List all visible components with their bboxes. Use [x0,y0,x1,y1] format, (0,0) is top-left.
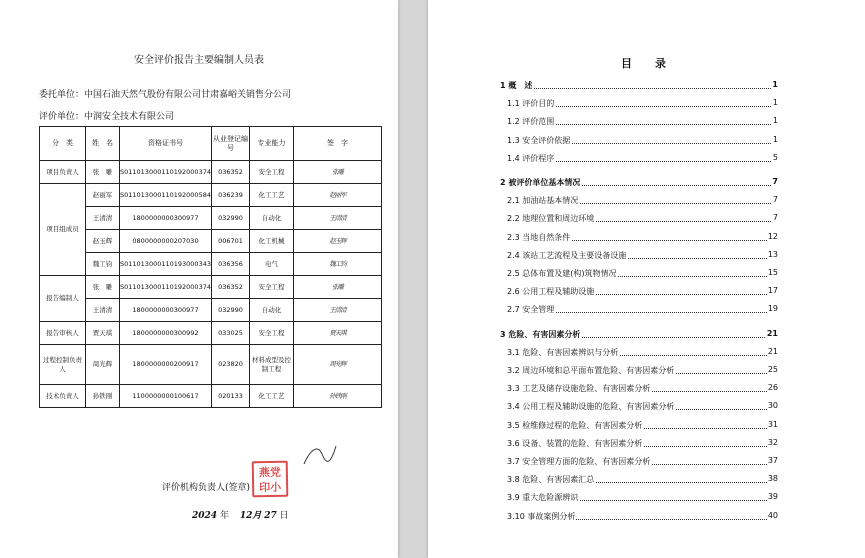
staff-name: 赵丽军 [86,184,120,207]
staff-row [40,322,382,345]
toc-page-number: 5 [772,152,778,162]
toc-number: 2.2 [507,214,520,224]
toc-section[interactable] [428,98,865,112]
toc-title-text: 危险、有害因素汇总 [522,475,595,485]
official-seal [252,461,289,498]
staff-category: 过程控制负责人 [40,345,86,385]
toc-title-text: 评价目的 [522,99,555,109]
toc-label [507,492,579,503]
toc-number: 3.8 [507,475,520,485]
toc-title-text: 地理位置和周边环境 [522,214,595,224]
date-day: 27 [264,511,277,521]
toc-number: 3.4 [507,402,520,412]
toc-section[interactable] [428,195,865,209]
toc-label [507,347,619,358]
toc-number: 3.6 [507,438,520,448]
toc-label [507,286,595,297]
staff-name: 孙铁刚 [86,385,120,408]
staff-row [40,299,382,322]
toc-title-text: 检维修过程的危险、有害因素分析 [522,420,643,430]
toc-number: 3.9 [507,493,520,503]
sign-date [192,508,289,521]
toc-page-number: 26 [767,383,778,393]
toc-number: 1.1 [507,99,520,109]
toc-section[interactable] [428,365,865,379]
staff-category: 技术负责人 [40,385,86,408]
staff-name: 王清清 [86,207,120,230]
staff-cert: S011013000110192000584 [120,184,212,207]
toc-title-text: 公用工程及辅助设施的危险、有害因素分析 [522,402,675,412]
staff-category: 报告审核人 [40,322,86,345]
toc-number: 3.2 [507,366,520,375]
staff-table-title: 安全评价报告主要编制人员表 [134,55,264,66]
toc-title-text: 该站工艺流程及主要设备设施 [522,250,627,260]
toc-label [507,135,571,146]
staff-name: 张 雕 [86,276,120,299]
toc-section[interactable] [428,511,865,525]
staff-cert: S011013000110192000374 [120,161,212,184]
evaluator-unit: 评价单位：中润安全技术有限公司 [39,112,175,122]
toc-number: 3.3 [507,384,520,394]
toc-label [507,304,555,315]
header-cert: 资格证书号 [120,127,212,161]
client-unit: 委托单位：中国石油天然气股份有限公司甘肃嘉峪关销售分公司 [39,90,292,100]
toc-label [507,250,627,261]
toc-section[interactable] [428,250,865,264]
staff-cert: 1800000000200917 [120,345,212,385]
toc-section[interactable] [428,438,865,452]
toc-label [507,365,675,376]
toc-number: 2.3 [507,232,520,242]
toc-section[interactable] [428,213,865,227]
staff-signature: 孙铁刚 [294,385,382,408]
date-year-label: 年 [219,511,229,521]
staff-skill: 材料成型及控制工程 [250,345,294,385]
toc-number: 2.6 [507,287,520,297]
toc-title-text: 公用工程及辅助设施 [522,287,595,297]
staff-cert: 1800000000300977 [120,207,212,230]
toc-title-text: 安全管理 [522,305,555,315]
toc-number: 2.5 [507,269,520,278]
staff-signature: 贾天琪 [294,322,382,345]
toc-section[interactable] [428,153,865,167]
toc-chapter[interactable] [428,80,865,94]
staff-row [40,345,382,385]
header-signature: 签 字 [294,127,382,161]
staff-skill: 安全工程 [250,322,294,345]
toc-page-number: 1 [772,116,778,126]
staff-reg: 032990 [212,207,250,230]
toc-number: 3.10 [507,511,525,521]
toc-section[interactable] [428,268,865,282]
toc-label [507,268,618,279]
header-name: 姓 名 [86,127,120,161]
toc-page-number: 13 [767,249,778,259]
staff-category: 项目组成员 [40,184,86,276]
toc-number: 3.7 [507,457,520,466]
toc-section[interactable] [428,383,865,397]
toc-number: 2.7 [507,305,520,315]
staff-name: 魏工钧 [86,253,120,276]
right-document-page [428,0,865,558]
toc-page-number: 21 [766,328,778,338]
staff-cert: 0800000000207030 [120,230,212,253]
toc-title-text: 工艺及储存设施危险、有害因素分析 [522,384,651,394]
signoff-label: 评价机构负责人(签章) [162,483,251,493]
toc-number: 2.4 [507,250,520,260]
staff-cert: 1800000000300977 [120,299,212,322]
staff-row [40,276,382,299]
staff-skill: 安全工程 [250,161,294,184]
toc-page-number: 37 [767,456,778,465]
toc-page-number: 1 [772,134,778,144]
staff-reg: 023820 [212,345,250,385]
left-document-page [0,0,398,558]
staff-row [40,385,382,408]
toc-page-number: 7 [772,177,778,186]
staff-category: 报告编制人 [40,276,86,322]
date-month: 12月 [239,511,262,521]
toc-section[interactable] [428,232,865,246]
toc-title-text: 当地自然条件 [522,232,571,242]
toc-section[interactable] [428,135,865,149]
toc-title-text: 被评价单位基本情况 [508,178,581,187]
staff-skill: 电气 [250,253,294,276]
toc-section[interactable] [428,304,865,318]
toc-title: 目 录 [621,57,672,70]
toc-page-number: 38 [767,474,778,484]
toc-page-number: 31 [767,419,778,429]
toc-section[interactable] [428,116,865,130]
date-year: 2024 [192,511,218,521]
toc-number: 3.1 [507,347,520,357]
toc-page-number: 12 [767,231,778,241]
toc-label [507,511,576,522]
toc-label [507,383,651,394]
toc-title-text: 危险、有害因素分析 [508,329,581,339]
toc-label [507,153,555,164]
staff-reg: 033025 [212,322,250,345]
staff-table-body [40,161,382,408]
toc-label [507,456,651,467]
toc-page-number: 32 [767,437,778,447]
toc-label [507,116,555,127]
staff-signature: 魏工钧 [294,253,382,276]
toc-label [500,329,581,340]
toc-label [507,213,595,224]
toc-label [507,195,579,206]
toc-title-text: 总体布置及建(构)筑物情况 [522,269,617,278]
toc-page-number: 19 [767,304,778,314]
toc-number: 1 [500,81,506,90]
toc-number: 3 [500,329,506,339]
toc-page-number: 7 [772,213,778,223]
header-skill: 专业能力 [250,127,294,161]
toc-label [507,232,571,243]
staff-cert: 1800000000300992 [120,322,212,345]
seal-line-2: 印小 [259,480,282,495]
staff-reg: 036352 [212,276,250,299]
toc-page-number: 30 [767,401,778,411]
staff-skill: 化工工艺 [250,385,294,408]
toc-leader-dots [500,88,777,89]
toc-label [507,474,595,485]
toc-title-text: 评价程序 [522,153,555,163]
staff-skill: 自动化 [250,299,294,322]
toc-page-number: 25 [767,365,778,374]
seal-line-1: 燕党 [258,465,281,480]
toc-title-text: 设备、装置的危险、有害因素分析 [522,438,643,448]
staff-skill: 自动化 [250,207,294,230]
toc-number: 1.3 [507,135,520,145]
toc-page-number: 40 [767,510,778,520]
toc-title-text: 重大危险源辨识 [522,493,579,503]
staff-reg: 020133 [212,385,250,408]
toc-chapter[interactable] [428,329,865,343]
toc-section[interactable] [428,347,865,361]
toc-title-text: 危险、有害因素辨识与分析 [522,347,619,357]
toc-title-text: 事故案例分析 [527,511,576,521]
header-reg: 从业登记编号 [212,127,250,161]
toc-label [507,420,643,431]
staff-cert: 1100000000100617 [120,385,212,408]
toc-number: 2 [500,178,506,187]
staff-row [40,230,382,253]
staff-name: 张 雕 [86,161,120,184]
staff-skill: 化工机械 [250,230,294,253]
staff-row [40,253,382,276]
staff-reg: 036356 [212,253,250,276]
staff-table-header [40,127,382,161]
staff-skill: 化工工艺 [250,184,294,207]
toc-number: 1.2 [507,117,520,127]
staff-skill: 安全工程 [250,276,294,299]
staff-row [40,207,382,230]
toc-title-text: 周边环境和总平面布置危险、有害因素分析 [522,366,675,375]
toc-title-text: 加油站基本情况 [522,196,579,206]
toc-label [500,80,533,91]
toc-section[interactable] [428,286,865,300]
toc-section[interactable] [428,492,865,506]
toc-section[interactable] [428,456,865,470]
toc-title-text: 评价范围 [522,117,555,127]
staff-row [40,161,382,184]
header-category: 分 类 [40,127,86,161]
toc-number: 3.5 [507,420,520,430]
toc-section[interactable] [428,401,865,415]
toc-label [507,438,643,449]
toc-label [507,98,555,109]
toc-page-number: 1 [772,80,778,89]
staff-cert: S011013000110193000343 [120,253,212,276]
staff-category: 项目负责人 [40,161,86,184]
staff-name: 王清清 [86,299,120,322]
staff-signature: 周光辉 [294,345,382,385]
staff-name: 贾天琪 [86,322,120,345]
staff-name: 周光辉 [86,345,120,385]
toc-number: 1.4 [507,153,520,163]
toc-section[interactable] [428,474,865,488]
staff-signature: 王清清 [294,299,382,322]
staff-name: 赵玉辉 [86,230,120,253]
date-day-label: 日 [279,511,289,521]
toc-section[interactable] [428,420,865,434]
staff-signature: 赵玉辉 [294,230,382,253]
toc-page-number: 15 [767,268,778,277]
toc-label [500,177,581,188]
toc-number: 2.1 [507,196,520,206]
staff-table [39,126,382,408]
staff-row [40,184,382,207]
staff-signature: 王清清 [294,207,382,230]
toc-page-number: 1 [772,98,778,108]
toc-title-text: 安全管理方面的危险、有害因素分析 [522,457,651,466]
staff-reg: 032990 [212,299,250,322]
staff-cert: S011013000110192000374 [120,276,212,299]
toc-chapter[interactable] [428,177,865,191]
toc-page-number: 39 [767,492,778,502]
toc-label [507,401,675,412]
staff-signature: 张雕 [294,161,382,184]
toc-page-number: 17 [767,286,778,296]
toc-page-number: 21 [767,346,778,356]
staff-signature: 张雕 [294,276,382,299]
handwritten-signature-mark [300,440,340,470]
toc-title-text: 安全评价依据 [522,135,571,145]
staff-reg: 006701 [212,230,250,253]
toc-title-text: 概 述 [508,81,533,90]
staff-signature: 赵丽军 [294,184,382,207]
staff-reg: 036352 [212,161,250,184]
toc-page-number: 7 [772,195,778,205]
staff-reg: 036239 [212,184,250,207]
